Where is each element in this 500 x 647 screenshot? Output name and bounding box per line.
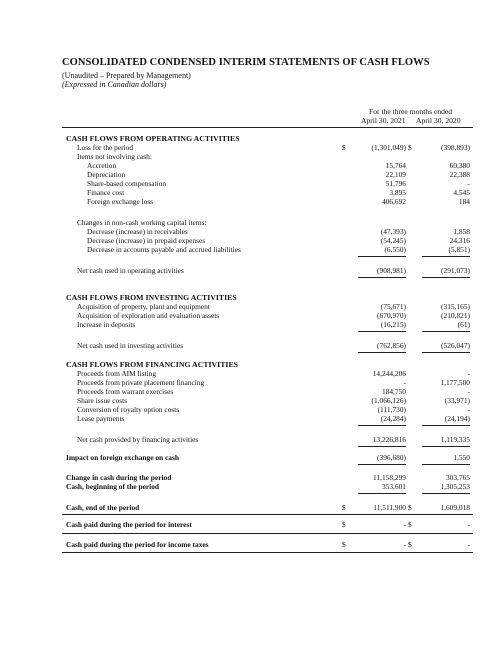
row-label: Change in cash during the period: [66, 473, 172, 482]
row-label: Impact on foreign exchange on cash: [66, 453, 179, 462]
value-2020: (61): [457, 320, 470, 329]
value-2020: -: [467, 369, 470, 378]
column-header-2020: April 30, 2020: [416, 116, 461, 125]
total-rule: [422, 446, 470, 447]
currency-symbol: $: [342, 143, 346, 152]
value-2020: -: [467, 540, 470, 549]
row-label: Depreciation: [87, 170, 126, 179]
table-row: [0, 197, 500, 207]
value-2021: 406,692: [381, 197, 406, 206]
row-label: Decrease in accounts payable and accrued liabilities: [87, 245, 241, 254]
section-rule: [62, 514, 473, 515]
value-2021: (75,671): [380, 302, 406, 311]
value-2021: (1,301,049): [371, 143, 406, 152]
value-2020: 1,550: [453, 453, 470, 462]
row-label: Foreign exchange loss: [87, 197, 154, 206]
value-2021: -: [403, 520, 406, 529]
table-row: [0, 453, 500, 463]
value-2021: (54,245): [380, 236, 406, 245]
currency-symbol: $: [342, 540, 346, 549]
value-2020: 4,545: [453, 188, 470, 197]
value-2021: 11,511,900: [373, 503, 406, 512]
subtotal-rule: [422, 331, 470, 332]
currency-symbol: $: [408, 520, 412, 529]
value-2021: 51,796: [385, 179, 406, 188]
value-2021: (670,970): [377, 311, 406, 320]
table-row: [0, 435, 500, 445]
row-label: Lease payments: [77, 414, 125, 423]
currency-symbol: $: [408, 540, 412, 549]
row-label: Loss for the period: [77, 143, 134, 152]
header-rule: [62, 127, 473, 128]
value-2020: (291,073): [441, 266, 470, 275]
value-2020: 1,858: [453, 227, 470, 236]
financing-heading: CASH FLOWS FROM FINANCING ACTIVITIES: [66, 360, 238, 369]
document-title: CONSOLIDATED CONDENSED INTERIM STATEMENTS OF CASH FLOWS: [62, 57, 430, 68]
row-label: Cash, end of the period: [66, 503, 140, 512]
value-2021: 3,895: [389, 188, 406, 197]
value-2021: (24,284): [380, 414, 406, 423]
row-label: Decrease (increase) in receivables: [87, 227, 188, 236]
value-2021: (6,550): [384, 245, 406, 254]
subtotal-rule: [358, 256, 406, 257]
subtotal-rule: [358, 331, 406, 332]
currency-symbol: $: [408, 143, 412, 152]
row-label: Items not involving cash:: [77, 152, 152, 161]
value-2021: (1,066,126): [371, 396, 406, 405]
value-2021: 11,158,299: [373, 473, 406, 482]
table-row: [0, 341, 500, 351]
value-2021: (762,856): [377, 341, 406, 350]
row-label: Conversion of royalty option costs: [77, 405, 180, 414]
period-header: For the three months ended: [369, 107, 453, 116]
total-rule: [358, 446, 406, 447]
value-2021: 13,226,816: [372, 435, 406, 444]
operating-heading: CASH FLOWS FROM OPERATING ACTIVITIES: [66, 134, 240, 143]
row-label: Proceeds from private placement financing: [77, 378, 205, 387]
subtotal-rule: [422, 425, 470, 426]
value-2021: 353,601: [381, 482, 406, 491]
value-2021: -: [403, 540, 406, 549]
value-2021: (111,730): [377, 405, 406, 414]
value-2021: 14,244,206: [372, 369, 406, 378]
value-2020: 303,765: [445, 473, 470, 482]
value-2020: -: [467, 179, 470, 188]
total-rule: [422, 352, 470, 353]
row-label: Cash, beginning of the period: [66, 482, 160, 491]
table-row: [0, 414, 500, 424]
row-label: Share issue costs: [77, 396, 128, 405]
document-subtitle: (Unaudited – Prepared by Management): [62, 71, 191, 80]
row-label: Accretion: [87, 161, 117, 170]
row-label: Changes in non-cash working capital items:: [77, 218, 207, 227]
table-row: [0, 320, 500, 330]
table-row: [0, 520, 500, 530]
value-2021: (47,393): [380, 227, 406, 236]
value-2020: -: [467, 387, 470, 396]
row-label: Decrease (increase) in prepaid expenses: [87, 236, 206, 245]
value-2021: -: [403, 378, 406, 387]
row-label: Cash paid during the period for interest: [66, 520, 192, 529]
subtotal-rule: [422, 256, 470, 257]
value-2020: 60,380: [449, 161, 470, 170]
value-2020: 1,609,018: [440, 503, 470, 512]
value-2020: (315,165): [441, 302, 470, 311]
value-2020: 24,316: [449, 236, 470, 245]
row-label: Increase in deposits: [77, 320, 136, 329]
value-2020: (526,047): [441, 341, 470, 350]
table-row: [0, 266, 500, 276]
total-rule: [358, 352, 406, 353]
table-row: [0, 245, 500, 255]
value-2020: 1,177,500: [440, 378, 470, 387]
table-row: [0, 482, 500, 492]
value-2020: (210,821): [441, 311, 470, 320]
row-label: Net cash provided by financing activities: [77, 435, 199, 444]
column-header-2021: April 30, 2021: [361, 116, 406, 125]
value-2020: 184: [458, 197, 470, 206]
subtotal-rule: [358, 425, 406, 426]
table-row: [0, 540, 500, 550]
value-2021: (908,981): [377, 266, 406, 275]
section-rule: [62, 533, 473, 534]
value-2020: (33,971): [444, 396, 470, 405]
total-rule: [358, 464, 406, 465]
table-row: [0, 503, 500, 513]
value-2020: (5,851): [448, 245, 470, 254]
investing-heading: CASH FLOWS FROM INVESTING ACTIVITIES: [66, 293, 237, 302]
value-2020: (398,893): [441, 143, 470, 152]
subtotal-rule: [422, 493, 470, 494]
section-rule: [62, 552, 473, 553]
total-rule: [358, 277, 406, 278]
currency-symbol: $: [408, 503, 412, 512]
row-label: Proceeds from AIM listing: [77, 369, 157, 378]
row-label: Cash paid during the period for income taxes: [66, 540, 209, 549]
row-label: Proceeds from warrant exercises: [77, 387, 174, 396]
total-rule: [422, 277, 470, 278]
value-2021: 15,764: [385, 161, 406, 170]
value-2021: 184,750: [381, 387, 406, 396]
currency-note: (Expressed in Canadian dollars): [62, 80, 167, 89]
value-2020: -: [467, 520, 470, 529]
value-2020: 1,305,253: [440, 482, 470, 491]
row-label: Share-based compensation: [87, 179, 167, 188]
subtotal-rule: [358, 493, 406, 494]
value-2021: 22,109: [385, 170, 406, 179]
row-label: Finance cost: [87, 188, 125, 197]
row-label: Acquisition of property, plant and equipment: [77, 302, 210, 311]
row-label: Net cash used in investing activities: [77, 341, 184, 350]
value-2020: 1,119,335: [440, 435, 470, 444]
value-2021: (396,680): [377, 453, 406, 462]
value-2020: (24,194): [444, 414, 470, 423]
value-2020: -: [467, 405, 470, 414]
currency-symbol: $: [342, 520, 346, 529]
row-label: Acquisition of exploration and evaluation assets: [77, 311, 220, 320]
value-2021: (16,215): [380, 320, 406, 329]
row-label: Net cash used in operating activities: [77, 266, 184, 275]
total-rule: [422, 464, 470, 465]
value-2020: 22,388: [449, 170, 470, 179]
currency-symbol: $: [342, 503, 346, 512]
